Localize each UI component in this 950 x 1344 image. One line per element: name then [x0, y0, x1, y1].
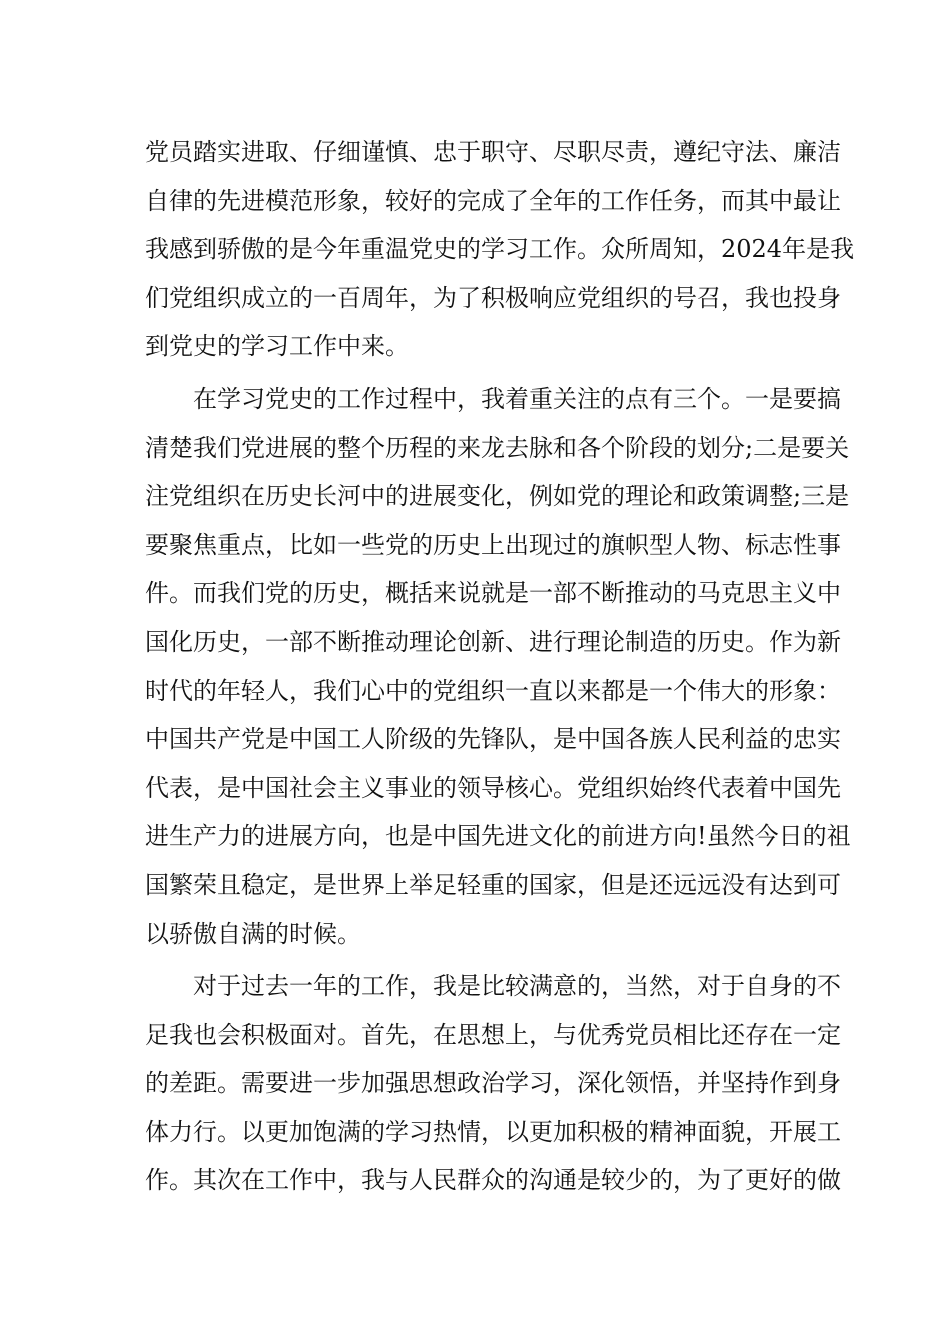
paragraph-3: [145, 962, 841, 1205]
text-line: 体力行。以更加饱满的学习热情，以更加积极的精神面貌，开展工: [145, 1117, 841, 1146]
text-line: 进生产力的进展方向，也是中国先进文化的前进方向!虽然今日的祖: [145, 822, 851, 851]
text-line: 作。其次在工作中，我与人民群众的沟通是较少的，为了更好的做: [145, 1166, 841, 1195]
text-line: 党员踏实进取、仔细谨慎、忠于职守、尽职尽责，遵纪守法、廉洁: [145, 138, 841, 166]
text-line: 对于过去一年的工作，我是比较满意的，当然，对于自身的不: [193, 972, 841, 1001]
text-line: 要聚焦重点，比如一些党的历史上出现过的旗帜型人物、标志性事: [145, 530, 841, 559]
text-line: 代表，是中国社会主义事业的领导核心。党组织始终代表着中国先: [145, 773, 841, 802]
text-line: 的差距。需要进一步加强思想政治学习，深化领悟，并坚持作到身: [145, 1069, 841, 1098]
text-line: 注党组织在历史长河中的进展变化，例如党的理论和政策调整;三是: [145, 482, 850, 511]
text-line: 们党组织成立的一百周年，为了积极响应党组织的号召，我也投身: [145, 283, 841, 312]
text-line: 自律的先进模范形象，较好的完成了全年的工作任务，而其中最让: [145, 186, 841, 215]
text-line: 在学习党史的工作过程中，我着重关注的点有三个。一是要搞: [193, 384, 841, 413]
text-line: 以骄傲自满的时候。: [145, 919, 361, 948]
text-line: 国繁荣且稳定，是世界上举足轻重的国家，但是还远远没有达到可: [145, 870, 841, 899]
paragraph-2: [145, 375, 851, 958]
paragraph-1: [145, 128, 855, 371]
text-line: 件。而我们党的历史，概括来说就是一部不断推动的马克思主义中: [145, 579, 841, 608]
text-line: 时代的年轻人，我们心中的党组织一直以来都是一个伟大的形象：: [145, 676, 841, 705]
text-line: 中国共产党是中国工人阶级的先锋队，是中国各族人民利益的忠实: [145, 725, 841, 754]
document-page: [145, 128, 855, 1205]
text-line: 我感到骄傲的是今年重温党史的学习工作。众所周知，2024年是我: [145, 235, 855, 264]
text-line: 清楚我们党进展的整个历程的来龙去脉和各个阶段的划分;二是要关: [145, 433, 850, 462]
text-line: 足我也会积极面对。首先，在思想上，与优秀党员相比还存在一定: [145, 1020, 841, 1049]
text-line: 国化历史，一部不断推动理论创新、进行理论制造的历史。作为新: [145, 627, 841, 656]
text-line: 到党史的学习工作中来。: [145, 332, 409, 361]
